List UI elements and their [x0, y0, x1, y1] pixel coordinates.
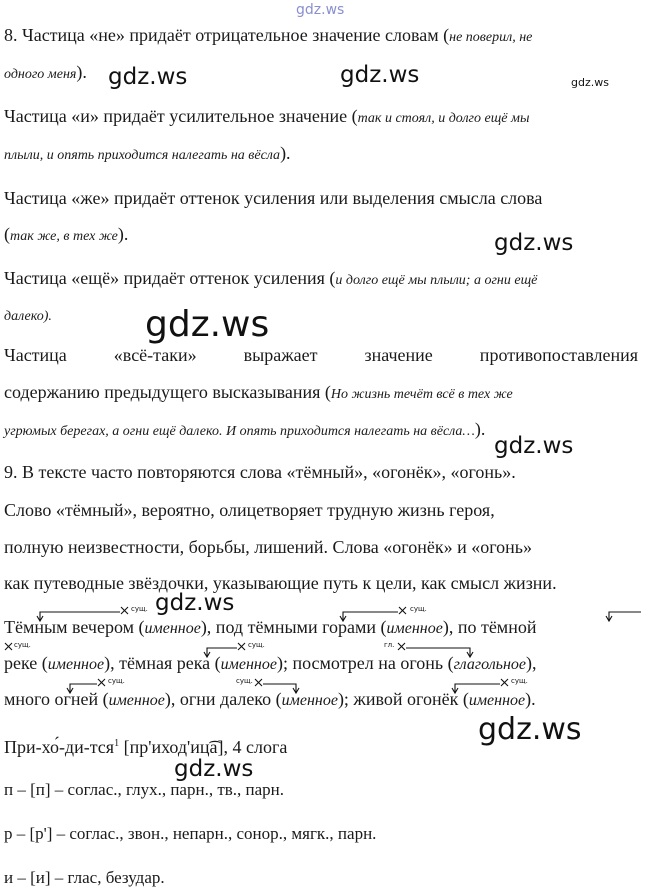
text-line: полную неизвестности, борьбы, лишений. Слова «огонёк» и «огонь» — [4, 537, 533, 557]
text-line: далеко). — [4, 309, 52, 324]
phonetic-row: п – [п] – соглас., глух., парн., тв., парн. — [4, 780, 285, 799]
watermark: gdz.ws — [155, 590, 235, 616]
svg-text:сущ.: сущ. — [248, 641, 265, 649]
svg-text:гл.: гл. — [384, 641, 395, 649]
svg-text:сущ.: сущ. — [14, 641, 31, 649]
watermark: gdz.ws — [340, 62, 420, 88]
watermark: gdz.ws — [571, 76, 609, 89]
text-line: одного меня). — [4, 62, 87, 82]
svg-text:сущ.: сущ. — [410, 605, 427, 613]
svg-text:сущ.: сущ. — [511, 677, 528, 685]
phonetic-word: При-хо́-ди-тся$^1$ [пр'иход'иц͡а], 4 слога — [4, 737, 288, 757]
text-line: (так же, в тех же). — [4, 224, 129, 244]
watermark: gdz.ws — [174, 756, 254, 782]
svg-text:сущ.: сущ. — [131, 605, 148, 613]
watermark: gdz.ws — [494, 433, 574, 459]
phonetic-row: и – [и] – глас, безудар. — [4, 868, 165, 887]
watermark: gdz.ws — [108, 64, 188, 90]
phrase-line: реке (именное), тёмная река (именное); посмотрел на огонь (глагольное), — [4, 653, 537, 673]
svg-text:сущ.: сущ. — [236, 677, 253, 685]
watermark: gdz.ws — [494, 230, 574, 256]
text-line: Частица «всё-таки» выражает значение противопоставления — [4, 345, 638, 365]
text-line: 8. Частица «не» придаёт отрицательное значение словам (не поверил, не — [4, 25, 533, 45]
text-line: Частица «и» придаёт усилительное значение (так и стоял, и долго ещё мы — [4, 106, 530, 126]
svg-text:сущ.: сущ. — [108, 677, 125, 685]
arrow-noun-mark — [5, 641, 31, 650]
text-line: 9. В тексте часто повторяются слова «тёмный», «огонёк», «огонь». — [4, 462, 516, 482]
watermark: gdz.ws — [145, 304, 270, 345]
phrase-line: Тёмным вечером (именное), под тёмными горами (именное), по тёмной — [4, 617, 537, 637]
watermark-top: gdz.ws — [296, 2, 345, 18]
phonetic-row: р – [р'] – соглас., звон., непарн., сонор., мягк., парн. — [4, 824, 377, 843]
text-line: плыли, и опять приходится налегать на вёсла). — [4, 143, 291, 163]
arrow-noun-mark — [606, 612, 641, 621]
phrase-line: много огней (именное), огни далеко (именное); живой огонёк (именное). — [4, 689, 536, 709]
text-line: как путеводные звёздочки, указывающие путь к цели, как смысл жизни. — [4, 573, 557, 593]
text-line: угрюмых берегах, а огни ещё далеко. И опять приходится налегать на вёсла…). — [4, 419, 486, 439]
text-line: Частица «же» придаёт оттенок усиления или выделения смысла слова — [4, 188, 543, 208]
watermark: gdz.ws — [478, 712, 582, 747]
text-line: Слово «тёмный», вероятно, олицетворяет трудную жизнь героя, — [4, 500, 495, 520]
text-line: Частица «ещё» придаёт оттенок усиления (и долго ещё мы плыли; а огни ещё — [4, 268, 538, 288]
text-line: содержанию предыдущего высказывания (Но жизнь течёт всё в тех же — [4, 382, 513, 402]
